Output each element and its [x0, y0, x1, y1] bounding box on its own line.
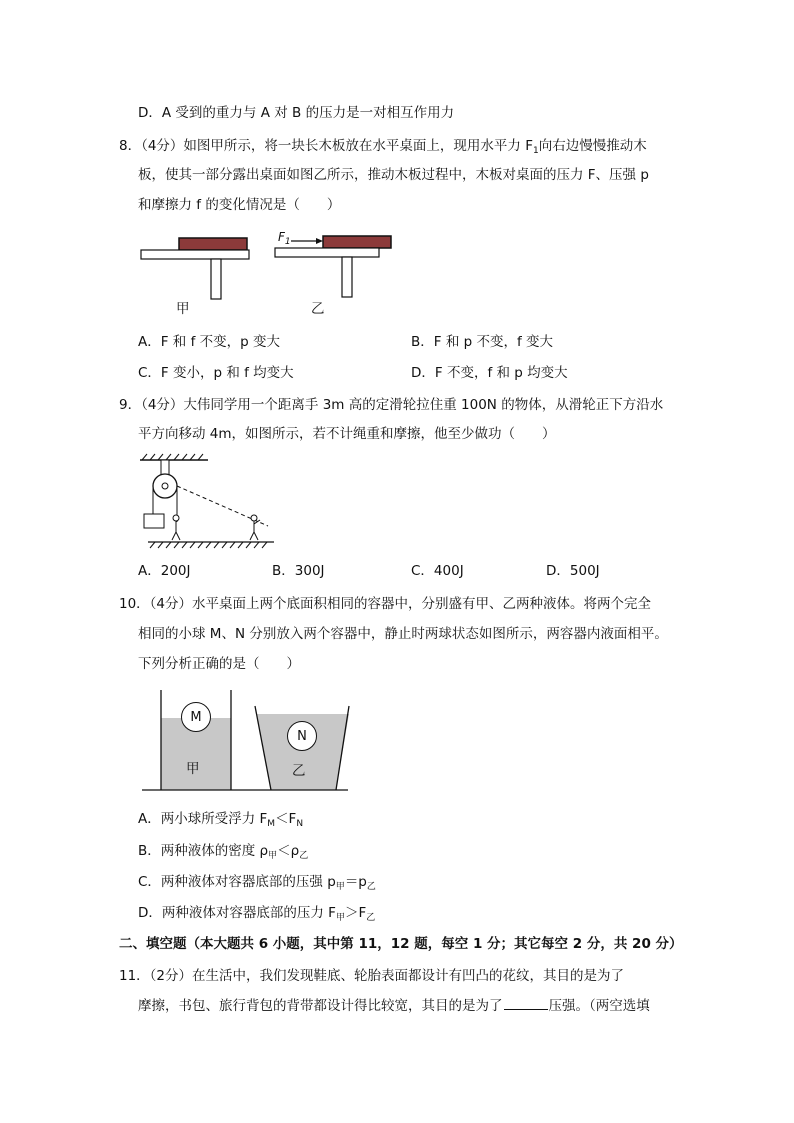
- q9-option-d[interactable]: D．500J: [546, 563, 600, 579]
- q9-option-c[interactable]: C．400J: [411, 563, 464, 579]
- q11-stem-line2: 摩擦，书包、旅行背包的背带都设计得比较宽，其目的是为了 压强。（两空选填: [138, 998, 650, 1014]
- q10-ball-n-label: N: [297, 728, 307, 744]
- q8-label-yi: 乙: [311, 301, 325, 317]
- q10-option-c[interactable]: C．两种液体对容器底部的压强 $p_甲=p_乙$: [138, 874, 376, 892]
- q9-option-a[interactable]: A．200J: [138, 563, 191, 579]
- q8-option-a[interactable]: A．F 和 f 不变，p 变大: [138, 334, 280, 350]
- q10-option-a[interactable]: A．两小球所受浮力 $F_M<F_N$: [138, 811, 304, 829]
- q9-option-b[interactable]: B．300J: [272, 563, 325, 579]
- q10-stem-line1: 10．（4分）水平桌面上两个底面积相同的容器中，分别盛有甲、乙两种液体。将两个完全: [119, 596, 652, 612]
- q9-stem-line1: 9．（4分）大伟同学用一个距离手 3m 高的定滑轮拉住重 100N 的物体，从滑轮正下方沿水: [119, 397, 664, 413]
- q9-pulley-figure: [138, 452, 278, 552]
- q8-option-d[interactable]: D．F 不变，f 和 p 均变大: [411, 365, 568, 381]
- q10-label-jia: 甲: [186, 761, 200, 777]
- q7-option-d: D．A 受到的重力与 A 对 B 的压力是一对相互作用力: [138, 105, 455, 121]
- q10-containers-figure: [140, 686, 350, 796]
- q8-force-label: $F_1$: [278, 230, 291, 247]
- q10-option-d[interactable]: D．两种液体对容器底部的压力 $F_甲>F_乙$: [138, 905, 376, 923]
- q10-stem-line2: 相同的小球 M、N 分别放入两个容器中，静止时两球状态如图所示，两容器内液面相平。: [138, 626, 668, 642]
- q10-ball-m-label: M: [190, 709, 202, 725]
- q10-ball-n: [287, 721, 317, 751]
- q8-option-b[interactable]: B．F 和 p 不变，f 变大: [411, 334, 554, 350]
- q8-stem-line2: 板，使其一部分露出桌面如图乙所示，推动木板过程中，木板对桌面的压力 F、压强 p: [138, 167, 649, 183]
- q11-blank[interactable]: [504, 997, 548, 1010]
- q10-stem-line3: 下列分析正确的是（ ）: [138, 656, 300, 672]
- q10-label-yi: 乙: [292, 763, 306, 779]
- section-2-heading: 二、填空题（本大题共 6 小题，其中第 11，12 题，每空 1 分；其它每空 2 分，共 20 分）: [119, 936, 683, 952]
- q10-option-b[interactable]: B．两种液体的密度 $\rho_甲<\rho_乙$: [138, 843, 309, 861]
- q10-ball-m: [181, 702, 211, 732]
- q8-stem-line3: 和摩擦力 f 的变化情况是（ ）: [138, 197, 341, 213]
- q11-stem-line1: 11．（2分）在生活中，我们发现鞋底、轮胎表面都设计有凹凸的花纹，其目的是为了: [119, 968, 625, 984]
- q8-option-c[interactable]: C．F 变小，p 和 f 均变大: [138, 365, 294, 381]
- q9-stem-line2: 平方向移动 4m，如图所示，若不计绳重和摩擦，他至少做功（ ）: [138, 426, 556, 442]
- q8-stem-line1: 8．（4分）如图甲所示，将一块长木板放在水平桌面上，现用水平力 $F_1$向右边慢慢推动木: [119, 138, 647, 156]
- q8-label-jia: 甲: [176, 301, 190, 317]
